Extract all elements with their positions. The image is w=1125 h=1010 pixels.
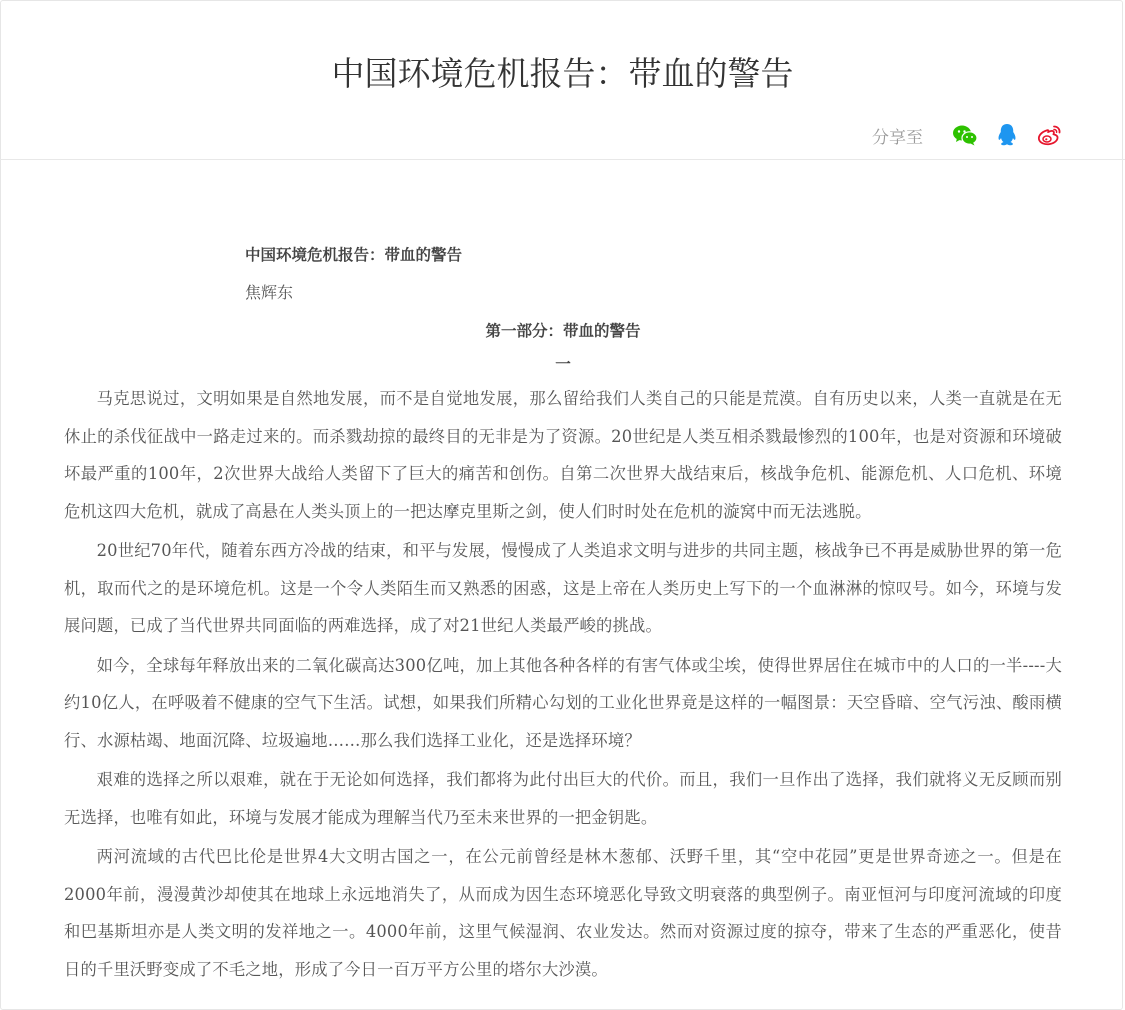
qq-icon[interactable] [993, 121, 1021, 149]
wechat-icon[interactable] [951, 121, 979, 149]
weibo-icon[interactable] [1035, 121, 1063, 149]
share-bar [872, 120, 1063, 150]
author-name: 焦辉东 [245, 283, 294, 302]
paragraph: 两河流域的古代巴比伦是世界4大文明古国之一，在公元前曾经是林木葱郁、沃野千里，其“空中花园”更是世界奇迹之一。但是在2000年前，漫漫黄沙却使其在地球上永远地消失了，从而成为因生态环境恶化导致文明衰落的典型例子。南亚恒河与印度河流域的印度和巴基斯坦亦是人类文明的发祥地之一。4000年前，这里气候湿润、农业发达。然而对资源过度的掠夺，带来了生态的严重恶化，使昔日的千里沃野变成了不毛之地，形成了今日一百万平方公里的塔尔大沙漠。 [64, 847, 1062, 979]
article-header [0, 0, 1125, 160]
share-label: 分享至 [872, 127, 923, 148]
part-heading: 第一部分：带血的警告 [485, 322, 641, 340]
paragraph: 如今，全球每年释放出来的二氧化碳高达300亿吨，加上其他各种各样的有害气体或尘埃，使得世界居住在城市中的人口的一半----大约10亿人，在呼吸着不健康的空气下生活。试想，如果我们所精心勾划的工业化世界竟是这样的一幅图景：天空昏暗、空气污浊、酸雨横行、水源枯竭、地面沉降、垃圾遍地……那么我们选择工业化，还是选择环境？ [64, 655, 1062, 750]
article-body [64, 240, 1062, 988]
paragraph: 艰难的选择之所以艰难，就在于无论如何选择，我们都将为此付出巨大的代价。而且，我们一旦作出了选择，我们就将义无反顾而别无选择，也唯有如此，环境与发展才能成为理解当代乃至未来世界的一把金钥匙。 [64, 770, 1062, 827]
section-number: 一 [555, 355, 571, 373]
paragraph: 马克思说过，文明如果是自然地发展，而不是自觉地发展，那么留给我们人类自己的只能是荒漠。自有历史以来，人类一直就是在无休止的杀伐征战中一路走过来的。而杀戮劫掠的最终目的无非是为了资源。20世纪是人类互相杀戮最惨烈的100年，也是对资源和环境破坏最严重的100年，2次世界大战给人类留下了巨大的痛苦和创伤。自第二次世界大战结束后，核战争危机、能源危机、人口危机、环境危机这四大危机，就成了高悬在人类头顶上的一把达摩克里斯之剑，使人们时时处在危机的漩窝中而无法逃脱。 [64, 389, 1062, 521]
page-title: 中国环境危机报告：带血的警告 [331, 54, 794, 93]
paragraph: 20世纪70年代，随着东西方冷战的结束，和平与发展，慢慢成了人类追求文明与进步的共同主题，核战争已不再是威胁世界的第一危机，取而代之的是环境危机。这是一个令人类陌生而又熟悉的困惑，这是上帝在人类历史上写下的一个血淋淋的惊叹号。如今，环境与发展问题，已成了当代世界共同面临的两难选择，成了对21世纪人类最严峻的挑战。 [64, 541, 1062, 635]
document-title: 中国环境危机报告：带血的警告 [245, 246, 463, 264]
